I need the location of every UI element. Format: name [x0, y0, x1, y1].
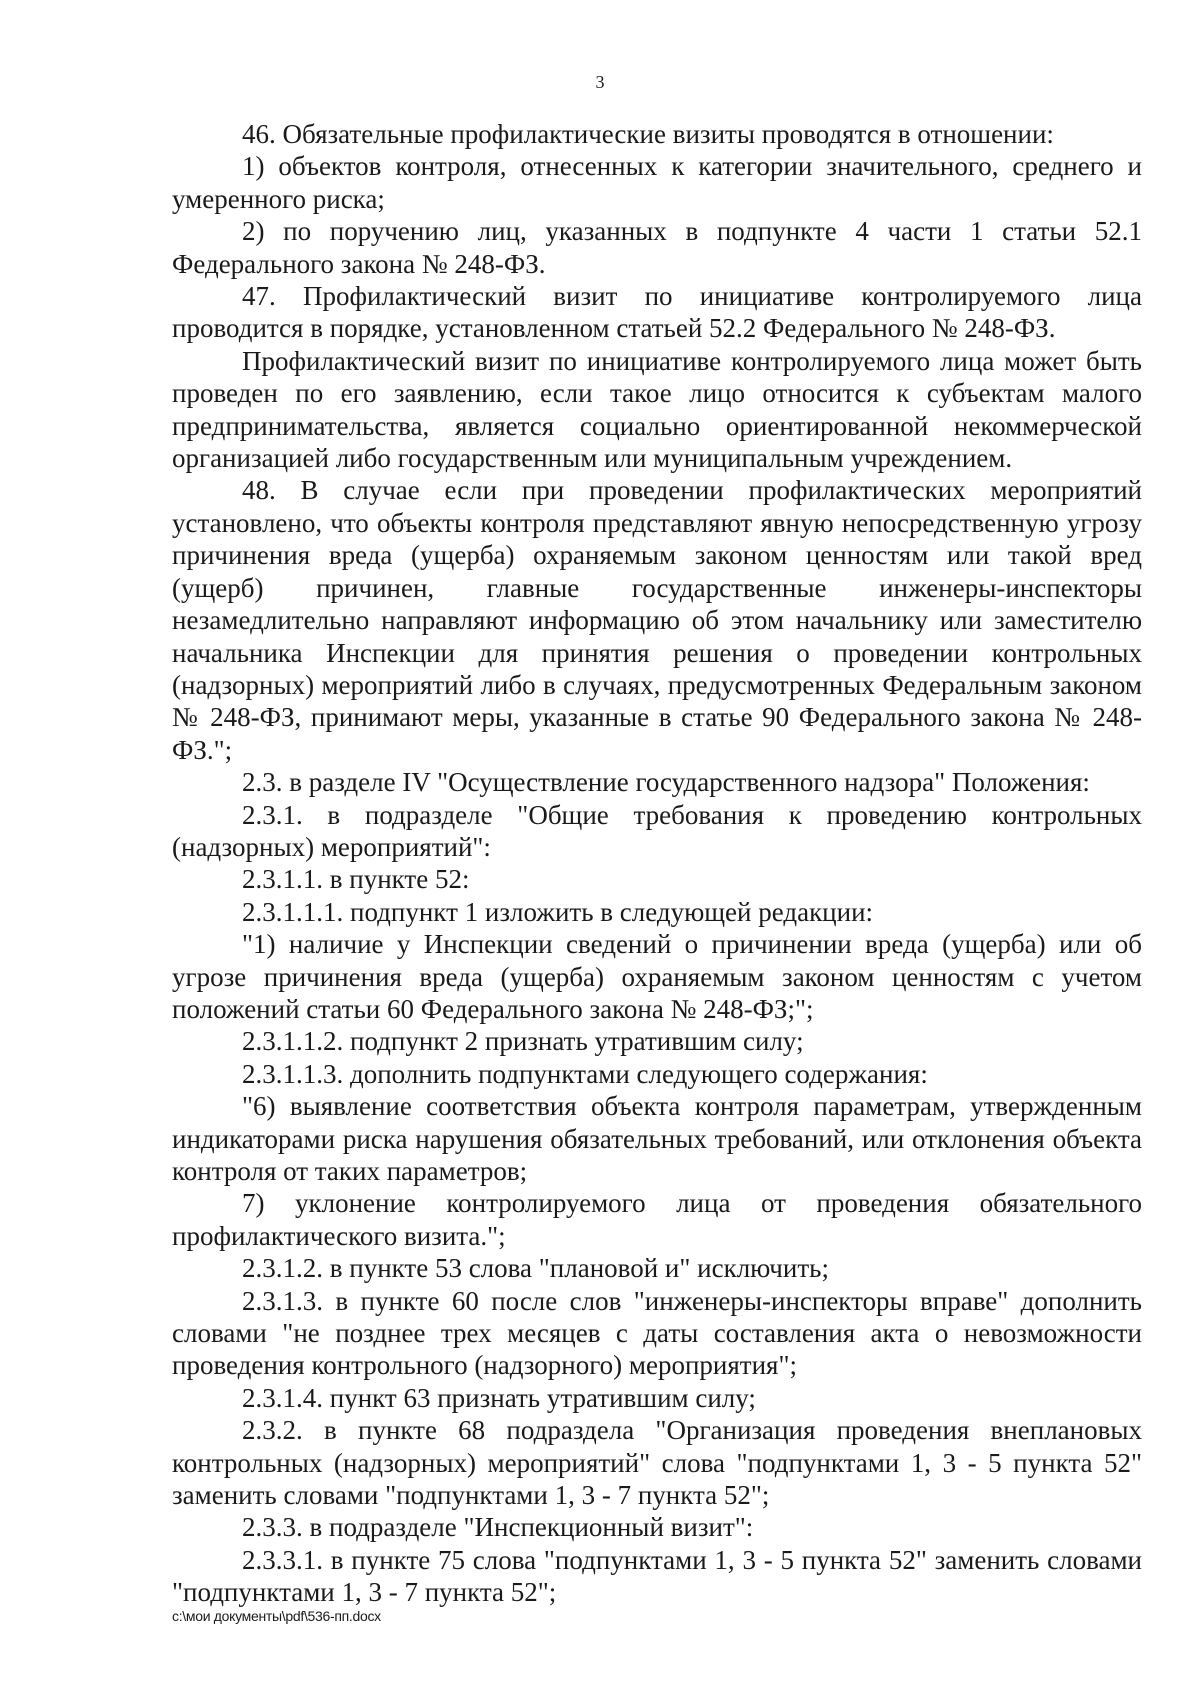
paragraph: "1) наличие у Инспекции сведений о причинении вреда (ущерба) или об угрозе причинения вреда (ущерба) охраняемым законом ценностям с учетом положений статьи 60 Федерального закона № 248-ФЗ;"; [172, 929, 1142, 1024]
paragraph: 2.3.1.4. пункт 63 признать утратившим силу; [242, 1382, 756, 1413]
file-path-footer: c:\мои документы\pdf\536-пп.docx [172, 1608, 381, 1624]
paragraph: 7) уклонение контролируемого лица от проведения обязательного профилактического визита."; [172, 1188, 1142, 1251]
paragraph: 2.3.1.3. в пункте 60 после слов "инженеры-инспекторы вправе" дополнить словами "не позднее трех месяцев с даты составления акта о невозможности проведения контрольного (надзорного) мероприятия"; [172, 1285, 1142, 1381]
paragraph: 2.3.2. в пункте 68 подраздела "Организация проведения внеплановых контрольных (надзорных) мероприятий" слова "подпунктами 1, 3 - 5 пункта 52" заменить словами "подпунктами 1, 3 - 7 пункта 52"; [172, 1415, 1142, 1511]
paragraph: 1) объектов контроля, отнесенных к категории значительного, среднего и умеренного риска; [172, 151, 1142, 214]
paragraph: 2.3.1.1. в пункте 52: [242, 864, 470, 895]
paragraph: 2.3.3.1. в пункте 75 слова "подпунктами 1, 3 - 5 пункта 52" заменить словами "подпунктами 1, 3 - 7 пункта 52"; [172, 1544, 1142, 1608]
paragraph: 2.3.1.1.3. дополнить подпунктами следующего содержания: [242, 1058, 928, 1089]
paragraph: 2.3.1.1.2. подпункт 2 признать утратившим силу; [242, 1026, 804, 1057]
paragraph: 48. В случае если при проведении профилактических мероприятий установлено, что объекты контроля представляют явную непосредственную угрозу причинения вреда (ущерба) охраняемым законом ценностям или такой вред (ущерб) причинен, главные государственные инженеры-инспекторы незамедлительно направляют информацию об этом начальнику или заместителю начальника Инспекции для принятия решения о проведении контрольных (надзорных) мероприятий либо в случаях, предусмотренных Федеральным законом № 248-ФЗ, принимают меры, указанные в статье 90 Федерального закона № 248-ФЗ."; [172, 475, 1142, 765]
page-number: 3 [595, 72, 605, 92]
paragraph: 47. Профилактический визит по инициативе контролируемого лица проводится в порядке, установленном статьей 52.2 Федерального № 248-ФЗ. [172, 281, 1142, 344]
paragraph: 2.3. в разделе IV "Осуществление государственного надзора" Положения: [242, 767, 1090, 798]
paragraph: 46. Обязательные профилактические визиты проводятся в отношении: [242, 119, 1054, 149]
paragraph: 2.3.1.2. в пункте 53 слова "плановой и" исключить; [242, 1253, 829, 1284]
paragraph: 2) по поручению лиц, указанных в подпункте 4 части 1 статьи 52.1 Федерального закона № 248-ФЗ. [172, 216, 1142, 279]
paragraph: 2.3.3. в подразделе "Инспекционный визит": [242, 1512, 754, 1543]
paragraph: 2.3.1. в подразделе "Общие требования к проведению контрольных (надзорных) мероприятий": [172, 799, 1142, 862]
paragraph: 2.3.1.1.1. подпункт 1 изложить в следующей редакции: [242, 896, 874, 927]
document-body [172, 118, 1142, 1609]
paragraph: Профилактический визит по инициативе контролируемого лица может быть проведен по его заявлению, если такое лицо относится к субъектам малого предпринимательства, является социально ориентированной некоммерческой организацией либо государственным или муниципальным учреждением. [172, 345, 1142, 474]
paragraph: "6) выявление соответствия объекта контроля параметрам, утвержденным индикаторами риска нарушения обязательных требований, или отклонения объекта контроля от таких параметров; [172, 1091, 1142, 1186]
